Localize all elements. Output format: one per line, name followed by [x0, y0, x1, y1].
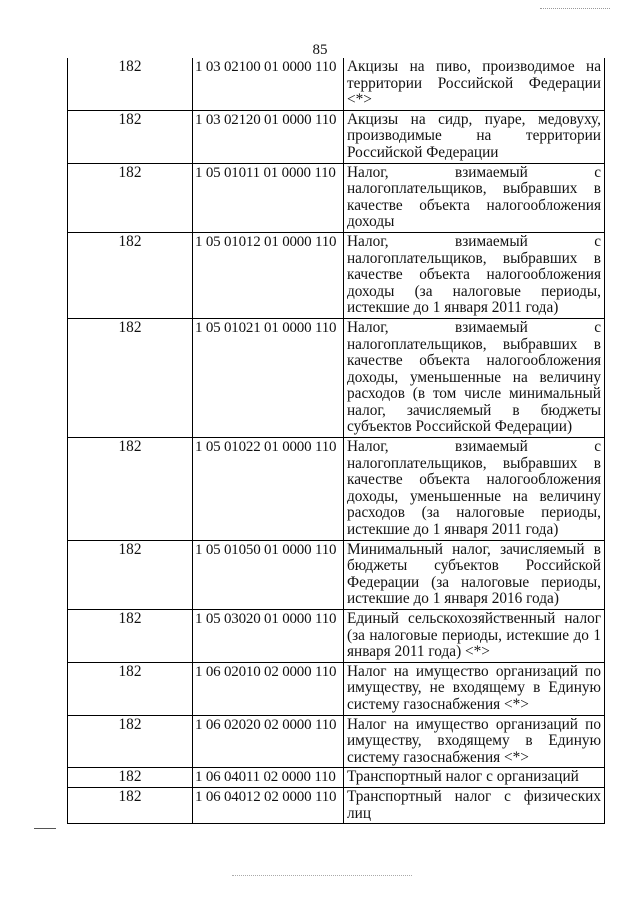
- scan-artifact-left: [34, 828, 56, 829]
- budget-classification-code-cell: 1 03 02100 01 0000 110: [193, 58, 344, 110]
- budget-classification-code-cell: 1 06 04012 02 0000 110: [193, 787, 344, 823]
- admin-code-cell: 182: [68, 110, 193, 163]
- admin-code-cell: 182: [68, 662, 193, 715]
- budget-classification-code-cell: 1 03 02120 01 0000 110: [193, 110, 344, 163]
- budget-classification-code-cell: 1 06 04011 02 0000 110: [193, 768, 344, 788]
- budget-classification-code-cell: 1 05 01012 01 0000 110: [193, 232, 344, 318]
- admin-code-cell: 182: [68, 787, 193, 823]
- revenue-name-cell: Налог на имущество организаций по имуществу, входящему в Единую систему газоснабжения <*>: [344, 715, 605, 768]
- admin-code-cell: 182: [68, 438, 193, 541]
- table-row: [68, 232, 605, 318]
- budget-classification-code-cell: 1 05 01050 01 0000 110: [193, 540, 344, 609]
- table-row: [68, 110, 605, 163]
- table-row: [68, 610, 605, 663]
- admin-code-cell: 182: [68, 318, 193, 437]
- page-number: 85: [312, 42, 328, 58]
- table-row: [68, 662, 605, 715]
- admin-code-cell: 182: [68, 163, 193, 232]
- revenue-codes-table-wrapper: [67, 58, 605, 824]
- budget-classification-code-cell: 1 05 03020 01 0000 110: [193, 610, 344, 663]
- revenue-name-cell: Транспортный налог с организаций: [344, 768, 605, 788]
- admin-code-cell: 182: [68, 58, 193, 110]
- revenue-name-cell: Налог, взимаемый с налогоплательщиков, выбравших в качестве объекта налогообложения доходы, уменьшенные на величину расходов (в том числе минимальный налог, зачисляемый в бюджеты субъектов Российской Федерации): [344, 318, 605, 437]
- revenue-name-cell: Налог, взимаемый с налогоплательщиков, выбравших в качестве объекта налогообложения доходы: [344, 163, 605, 232]
- admin-code-cell: 182: [68, 610, 193, 663]
- scan-artifact-bottom: [232, 875, 412, 876]
- table-row: [68, 438, 605, 541]
- table-row: [68, 787, 605, 823]
- revenue-name-cell: Транспортный налог с физических лиц: [344, 787, 605, 823]
- revenue-codes-table: [67, 58, 605, 824]
- table-row: [68, 768, 605, 788]
- admin-code-cell: 182: [68, 768, 193, 788]
- revenue-name-cell: Единый сельскохозяйственный налог (за налоговые периоды, истекшие до 1 января 2011 года) <*>: [344, 610, 605, 663]
- budget-classification-code-cell: 1 06 02010 02 0000 110: [193, 662, 344, 715]
- table-row: [68, 163, 605, 232]
- budget-classification-code-cell: 1 06 02020 02 0000 110: [193, 715, 344, 768]
- revenue-name-cell: Акцизы на пиво, производимое на территории Российской Федерации <*>: [344, 58, 605, 110]
- table-row: [68, 318, 605, 437]
- revenue-name-cell: Минимальный налог, зачисляемый в бюджеты субъектов Российской Федерации (за налоговые периоды, истекшие до 1 января 2016 года): [344, 540, 605, 609]
- budget-classification-code-cell: 1 05 01022 01 0000 110: [193, 438, 344, 541]
- revenue-name-cell: Налог, взимаемый с налогоплательщиков, выбравших в качестве объекта налогообложения доходы (за налоговые периоды, истекшие до 1 января 2011 года): [344, 232, 605, 318]
- revenue-name-cell: Акцизы на сидр, пуаре, медовуху, производимые на территории Российской Федерации: [344, 110, 605, 163]
- scan-artifact-top: [540, 8, 610, 9]
- table-row: [68, 58, 605, 110]
- admin-code-cell: 182: [68, 715, 193, 768]
- budget-classification-code-cell: 1 05 01011 01 0000 110: [193, 163, 344, 232]
- admin-code-cell: 182: [68, 540, 193, 609]
- revenue-name-cell: Налог на имущество организаций по имуществу, не входящему в Единую систему газоснабжения <*>: [344, 662, 605, 715]
- table-body: [68, 58, 605, 824]
- budget-classification-code-cell: 1 05 01021 01 0000 110: [193, 318, 344, 437]
- table-row: [68, 715, 605, 768]
- admin-code-cell: 182: [68, 232, 193, 318]
- revenue-name-cell: Налог, взимаемый с налогоплательщиков, выбравших в качестве объекта налогообложения доходы, уменьшенные на величину расходов (за налоговые периоды, истекшие до 1 января 2011 года): [344, 438, 605, 541]
- table-row: [68, 540, 605, 609]
